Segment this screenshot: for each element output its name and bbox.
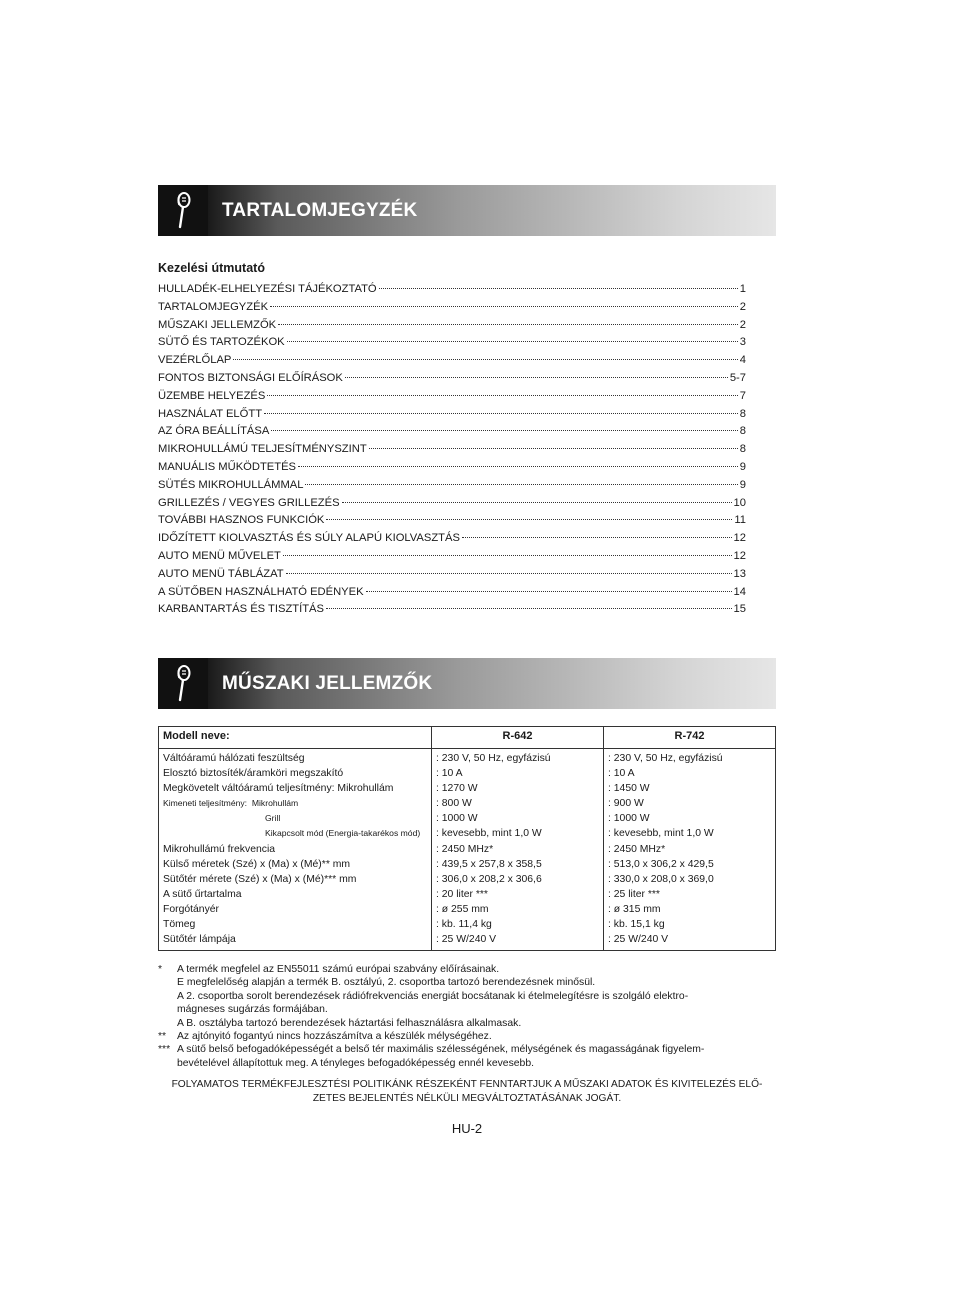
- toc-item-page: 7: [739, 389, 746, 402]
- spec-body-row: [159, 749, 776, 951]
- leader-dots: [326, 519, 732, 520]
- footnote-line: A 2. csoportba sorolt berendezések rádiófrekvenciás energiát bocsátanak ki ételmelegítésre is szolgáló elektro-: [177, 990, 689, 1002]
- toc-item[interactable]: [158, 408, 746, 426]
- footnote-line: A B. osztályba tartozó berendezések háztartási felhasználásra alkalmasak.: [177, 1017, 522, 1029]
- hand-with-pen-icon: [158, 658, 208, 709]
- r642-value: : 2450 MHz*: [436, 843, 494, 855]
- policy-line: ZETES BEJELENTÉS NÉLKÜLI MEGVÁLTOZTATÁSÁNAK JOGÁT.: [312, 1092, 622, 1104]
- r642-value: : 25 W/240 V: [436, 934, 497, 946]
- r642-value: : 20 liter ***: [436, 888, 488, 900]
- r642-value: : 800 W: [436, 798, 472, 810]
- label-lamp: Sütőtér lámpája: [163, 934, 236, 946]
- hand-with-pen-icon: [158, 185, 208, 236]
- header-r742: R-742: [604, 727, 776, 749]
- leader-dots: [298, 466, 738, 467]
- footnote-line: A sütő belső befogadóképességét a belső tér maximális szélességének, mélységének és magasságának figyelem-: [177, 1044, 705, 1056]
- toc-item[interactable]: [158, 336, 746, 354]
- toc-item-page: 10: [733, 496, 746, 509]
- toc-item-page: 15: [733, 603, 746, 616]
- r642-value: : ø 255 mm: [436, 903, 489, 915]
- r742-value: : 2450 MHz*: [608, 843, 666, 855]
- toc-item-page: 8: [739, 407, 746, 420]
- toc-item-label: MANUÁLIS MŰKÖDTETÉS: [158, 460, 296, 473]
- leader-dots: [326, 608, 732, 609]
- label-frequency: Mikrohullámú frekvencia: [163, 843, 276, 855]
- r642-value: : 306,0 x 208,2 x 306,6: [436, 873, 542, 885]
- page-number: HU-2: [451, 1121, 483, 1136]
- r742-value: : 900 W: [608, 798, 644, 810]
- table-of-contents: [158, 283, 746, 621]
- toc-item-page: 11: [734, 514, 746, 527]
- footnote-text: [177, 1043, 776, 1070]
- toc-item-label: MIKROHULLÁMÚ TELJESÍTMÉNYSZINT: [158, 443, 367, 456]
- toc-item-label: FONTOS BIZTONSÁGI ELŐÍRÁSOK: [158, 371, 343, 384]
- toc-item-label: AZ ÓRA BEÁLLÍTÁSA: [158, 425, 270, 438]
- toc-item-page: 4: [739, 354, 746, 367]
- toc-item-label: VEZÉRLŐLAP: [158, 354, 232, 367]
- r642-value: : 1000 W: [436, 813, 478, 825]
- footnote: [158, 1043, 776, 1070]
- r742-value: : 25 W/240 V: [608, 934, 669, 946]
- r742-value: : ø 315 mm: [608, 903, 661, 915]
- footnotes: [158, 963, 776, 1070]
- footnote-line: Az ajtónyitó fogantyú nincs hozzászámítva a készülék mélységéhez.: [177, 1031, 492, 1043]
- toc-banner: [158, 185, 776, 236]
- r642-value: : kb. 11,4 kg: [436, 919, 492, 931]
- spec-r742-column: [604, 749, 776, 951]
- toc-item-label: SÜTŐ ÉS TARTOZÉKOK: [158, 336, 285, 349]
- label-cavity-dimensions: Sütőtér mérete (Szé) x (Ma) x (Mé)*** mm: [163, 873, 357, 885]
- leader-dots: [366, 591, 732, 592]
- toc-item[interactable]: [158, 603, 746, 621]
- label-power-required: Megkövetelt váltóáramú teljesítmény: Mikrohullám: [163, 783, 394, 795]
- leader-dots: [305, 484, 737, 485]
- leader-dots: [271, 430, 737, 431]
- footnote-line: mágneses sugárzás formájában.: [177, 1004, 328, 1016]
- toc-item[interactable]: [158, 390, 746, 408]
- r642-value: : kevesebb, mint 1,0 W: [436, 828, 542, 840]
- r642-value: : 10 A: [436, 768, 463, 780]
- toc-title: TARTALOMJEGYZÉK: [222, 199, 418, 221]
- footnote-mark: *: [158, 964, 163, 975]
- toc-item[interactable]: [158, 354, 746, 372]
- toc-item-page: 2: [739, 318, 746, 331]
- spec-banner: [158, 658, 776, 709]
- footnote-mark: **: [158, 1031, 167, 1043]
- toc-item[interactable]: [158, 497, 746, 515]
- toc-item-page: 1: [739, 283, 746, 295]
- label-weight: Tömeg: [163, 919, 196, 931]
- label-output-grill: Grill: [265, 813, 281, 824]
- toc-item[interactable]: [158, 301, 746, 319]
- toc-item[interactable]: [158, 372, 746, 390]
- r742-value: : 513,0 x 306,2 x 429,5: [608, 858, 714, 870]
- label-output-micro-row: [163, 796, 427, 811]
- leader-dots: [342, 502, 732, 503]
- leader-dots: [270, 306, 738, 307]
- spec-r642-column: [432, 749, 604, 951]
- leader-dots: [283, 555, 732, 556]
- spec-labels-column: [159, 749, 432, 951]
- leader-dots: [286, 573, 732, 574]
- policy-statement: [158, 1078, 776, 1105]
- toc-item-page: 13: [733, 567, 746, 580]
- toc-item-page: 9: [739, 478, 746, 491]
- r742-value: : 25 liter ***: [608, 888, 660, 900]
- footnote-text: [177, 1030, 776, 1043]
- toc-item[interactable]: [158, 514, 746, 532]
- header-model-name: Modell neve:: [159, 727, 432, 749]
- footnote-line: A termék megfelel az EN55011 számú európai szabvány előírásainak.: [177, 964, 500, 975]
- toc-item-label: TOVÁBBI HASZNOS FUNKCIÓK: [158, 514, 325, 527]
- leader-dots: [345, 377, 728, 378]
- toc-item-page: 8: [739, 425, 746, 438]
- toc-item[interactable]: [158, 532, 746, 550]
- toc-item[interactable]: [158, 568, 746, 586]
- footnote-text: [177, 963, 776, 1030]
- toc-item-page: 12: [733, 549, 746, 562]
- footnote-line: bevételével állapítottuk meg. A tényleges befogadóképesség ennél kevesebb.: [177, 1057, 534, 1069]
- toc-item-label: IDŐZÍTETT KIOLVASZTÁS ÉS SÚLY ALAPÚ KIOLVASZTÁS: [158, 532, 460, 545]
- toc-item-page: 5-7: [729, 371, 746, 384]
- toc-item[interactable]: [158, 461, 746, 479]
- toc-item[interactable]: [158, 319, 746, 337]
- r642-value: : 230 V, 50 Hz, egyfázisú: [436, 753, 551, 764]
- toc-item[interactable]: [158, 443, 746, 461]
- toc-item[interactable]: [158, 479, 746, 497]
- spec-table: [158, 726, 776, 951]
- leader-dots: [462, 537, 732, 538]
- leader-dots: [287, 341, 738, 342]
- toc-heading: Kezelési útmutató: [158, 261, 265, 275]
- toc-item-label: SÜTÉS MIKROHULLÁMMAL: [158, 478, 304, 491]
- label-output-micro: Mikrohullám: [251, 798, 299, 809]
- r742-value: : 230 V, 50 Hz, egyfázisú: [608, 753, 723, 764]
- label-turntable: Forgótányér: [163, 903, 220, 915]
- footnote: [158, 1030, 776, 1043]
- policy-line: FOLYAMATOS TERMÉKFEJLESZTÉSI POLITIKÁNK RÉSZEKÉNT FENNTARTJUK A MŰSZAKI ADATOK ÉS KIVITELEZÉS ELŐ-: [171, 1079, 763, 1090]
- header-r642: R-642: [432, 727, 604, 749]
- leader-dots: [278, 324, 738, 325]
- toc-item[interactable]: [158, 550, 746, 568]
- toc-item-label: AUTO MENÜ TÁBLÁZAT: [158, 567, 284, 580]
- toc-item[interactable]: [158, 425, 746, 443]
- toc-item-label: MŰSZAKI JELLEMZŐK: [158, 318, 277, 331]
- r742-value: : 10 A: [608, 768, 635, 780]
- toc-item-page: 2: [739, 300, 746, 313]
- r742-value: : 330,0 x 208,0 x 369,0: [608, 873, 714, 885]
- label-voltage: Váltóáramú hálózati feszültség: [163, 753, 305, 764]
- toc-item-label: GRILLEZÉS / VEGYES GRILLEZÉS: [158, 496, 340, 509]
- toc-item-label: A SÜTŐBEN HASZNÁLHATÓ EDÉNYEK: [158, 585, 364, 598]
- r642-value: : 439,5 x 257,8 x 358,5: [436, 858, 542, 870]
- leader-dots: [379, 288, 738, 289]
- leader-dots: [267, 395, 737, 396]
- label-outer-dimensions: Külső méretek (Szé) x (Ma) x (Mé)** mm: [163, 858, 351, 870]
- toc-item-label: KARBANTARTÁS ÉS TISZTÍTÁS: [158, 603, 324, 616]
- leader-dots: [264, 413, 738, 414]
- r742-value: : 1000 W: [608, 813, 650, 825]
- toc-item-label: HASZNÁLAT ELŐTT: [158, 407, 263, 420]
- leader-dots: [233, 359, 737, 360]
- toc-item-page: 3: [739, 336, 746, 349]
- toc-item-label: TARTALOMJEGYZÉK: [158, 300, 269, 313]
- leader-dots: [369, 448, 738, 449]
- label-fuse: Elosztó biztosíték/áramköri megszakító: [163, 768, 344, 780]
- footnote: [158, 963, 776, 1030]
- r642-value: : 1270 W: [436, 783, 478, 795]
- r742-value: : 1450 W: [608, 783, 650, 795]
- footnote-mark: ***: [158, 1044, 171, 1056]
- footnote-line: E megfelelőség alapján a termék B. osztályú, 2. csoportba tartozó berendezésnek minősül.: [177, 977, 596, 989]
- label-output-standby: Kikapcsolt mód (Energia-takarékos mód): [265, 828, 421, 839]
- toc-item[interactable]: [158, 283, 746, 301]
- toc-item[interactable]: [158, 586, 746, 604]
- r742-value: : kevesebb, mint 1,0 W: [608, 828, 714, 840]
- toc-item-page: 9: [739, 460, 746, 473]
- toc-item-label: HULLADÉK-ELHELYEZÉSI TÁJÉKOZTATÓ: [158, 283, 377, 295]
- toc-item-label: AUTO MENÜ MŰVELET: [158, 549, 281, 562]
- spec-header-row: [159, 727, 776, 749]
- toc-item-page: 12: [733, 532, 746, 545]
- toc-item-label: ÜZEMBE HELYEZÉS: [158, 389, 266, 402]
- label-capacity: A sütő űrtartalma: [163, 888, 242, 900]
- spec-title: MŰSZAKI JELLEMZŐK: [222, 672, 433, 694]
- label-output-prefix: Kimeneti teljesítmény:: [163, 798, 248, 809]
- toc-item-page: 14: [733, 585, 746, 598]
- toc-item-page: 8: [739, 443, 746, 456]
- r742-value: : kb. 15,1 kg: [608, 919, 665, 931]
